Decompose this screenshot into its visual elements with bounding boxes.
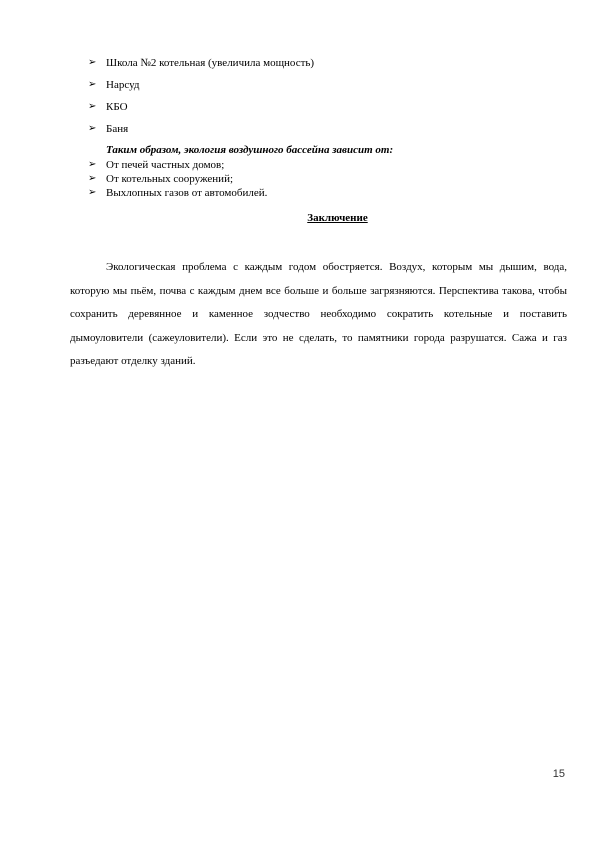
list-item [88,122,568,144]
list-item [88,158,568,172]
arrow-bullet-icon: ➢ [88,159,97,170]
section-title: Заключение [307,212,368,224]
arrow-bullet-icon: ➢ [88,123,97,134]
list-item [88,56,568,78]
list-item [88,78,568,100]
list-item-text: Нарсуд [106,79,140,91]
list-item [88,186,568,200]
arrow-bullet-icon: ➢ [88,79,97,90]
sub-list [88,158,568,200]
bullet-list [88,56,568,144]
list-item-text: Школа №2 котельная (увеличила мощность) [106,57,315,69]
list-item [88,172,568,186]
list-item-text: КБО [106,101,128,113]
list-item-text: От печей частных домов; [106,159,225,171]
arrow-bullet-icon: ➢ [88,173,97,184]
summary-heading: Таким образом, экология воздушного бассейна зависит от: [106,144,394,156]
list-item [88,100,568,122]
arrow-bullet-icon: ➢ [88,187,97,198]
page-number: 15 [552,768,565,780]
list-item-text: Выхлопных газов от автомобилей. [106,187,268,199]
list-item-text: От котельных сооружений; [106,173,234,185]
arrow-bullet-icon: ➢ [88,57,97,68]
conclusion-paragraph: Экологическая проблема с каждым годом обостряется. Воздух, которым мы дышим, вода, которую мы пьём, почва с каждым днем все больше и больше загрязняются. Перспектива такова, чтобы сохранить деревянное и каменное зодчество необходимо сократить котельные и поставить дымоуловители (сажеуловители). Если это не сделать, то памятники города разрушатся. Сажа и газ разъедают отделку зданий. [70,261,567,367]
arrow-bullet-icon: ➢ [88,101,97,112]
list-item-text: Баня [106,123,129,135]
